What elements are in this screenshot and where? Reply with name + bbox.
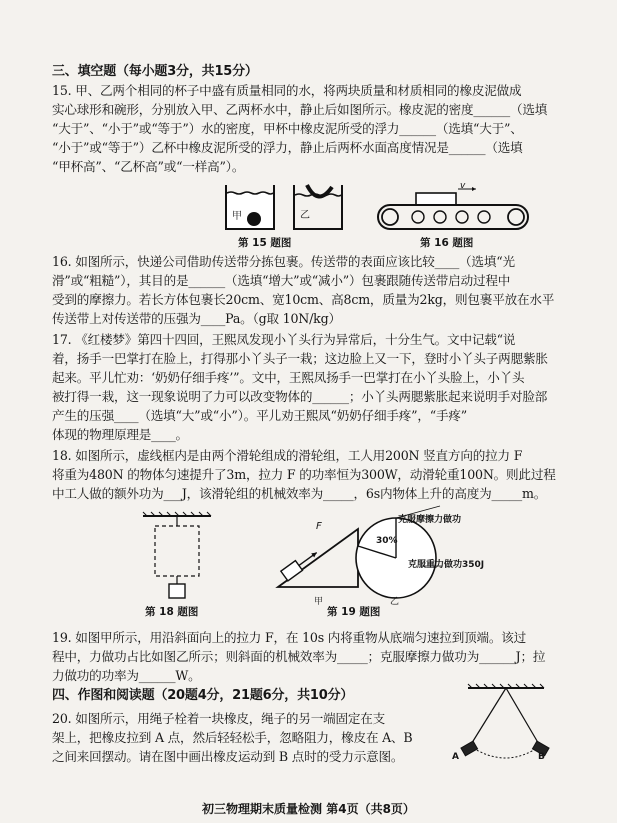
q17-line-1: 17. 《红楼梦》第四十四回，王熙凤发现小丫头行为异常后，十分生气。文中记载“说 (52, 332, 516, 347)
section-4-header: 四、作图和阅读题（20题4分，21题6分，共10分） (52, 688, 354, 703)
q16-line-2: 滑”或“粗糙”），其目的是______（选填“增大”或“减小”）包裹跟随传送带启动过程中 (52, 273, 511, 288)
pulley-dashed-box (155, 526, 199, 576)
force-label: F (316, 521, 322, 532)
figure-19-caption: 第 19 题图 (327, 606, 381, 618)
q15-line-4: “小于”或“等于”）乙杯中橡皮泥所受的浮力，静止后两杯水面高度情况是______（选填 (52, 140, 523, 155)
q17-line-2: 着，扬手一巴掌打在脸上，打得那小丫头子一栽；这边脸上又一下，登时小丫头子两腮紫胀 (52, 351, 548, 366)
q18-line-1: 18. 如图所示，虚线框内是由两个滑轮组成的滑轮组，工人用200N 竖直方向的拉力 F (52, 448, 523, 463)
q19-line-2: 程中，力做功占比如图乙所示；则斜面的机械效率为_____；克服摩擦力做功为______J；拉 (52, 649, 546, 664)
label-19-yi: 乙 (390, 597, 400, 607)
q18-line-2: 将重为480N 的物体匀速提升了3m，拉力 F 的功率恒为300W，动滑轮重100N。则此过程 (52, 467, 556, 482)
q19-line-3: 力做功的功率为______W。 (52, 668, 201, 683)
velocity-label: v (460, 181, 466, 191)
figure-20 (446, 684, 566, 774)
page-footer: 初三物理期末质量检测 第4页（共8页） (202, 802, 415, 816)
figure-16 (378, 185, 528, 229)
q20-line-1: 20. 如图所示，用绳子栓着一块橡皮，绳子的另一端固定在支 (52, 711, 386, 726)
point-b-label: B (538, 752, 545, 762)
figure-18-caption: 第 18 题图 (145, 606, 199, 618)
label-19-jia: 甲 (314, 597, 324, 607)
q16-line-1: 16. 如图所示，快递公司借助传送带分拣包裹。传送带的表面应该比较____（选填“光 (52, 254, 515, 269)
figure-18 (143, 512, 213, 612)
q15-line-5: “甲杯高”、“乙杯高”或“一样高”）。 (52, 159, 245, 174)
hanging-weight (169, 584, 185, 598)
label-jia: 甲 (232, 211, 242, 222)
q16-line-4: 传送带上对传送带的压强为____Pa。（g取 10N/kg） (52, 311, 341, 326)
section-3-header: 三、填空题（每小题3分，共15分） (52, 64, 258, 79)
q19-line-1: 19. 如图甲所示，用沿斜面向上的拉力 F，在 10s 内将重物从底端匀速拉到顶端。该过 (52, 630, 527, 645)
point-a-label: A (452, 752, 459, 762)
pie-gravity-label: 克服重力做功350J (408, 560, 485, 570)
pie-friction-label: 克服摩擦力做功 (398, 515, 462, 525)
q17-line-5: 产生的压强____（选填“大”或“小”）。平儿劝王熙凤“奶奶仔细手疼”，“手疼” (52, 408, 468, 423)
q15-line-2: 实心球形和碗形，分别放入甲、乙两杯水中，静止后如图所示。橡皮泥的密度______（选填 (52, 102, 548, 117)
q20-line-3: 之间来回摆动。请在图中画出橡皮运动到 B 点时的受力示意图。 (52, 749, 404, 764)
figure-16-caption: 第 16 题图 (420, 237, 474, 249)
q18-line-3: 中工人做的额外功为___J，该滑轮组的机械效率为_____，6s内物体上升的高度为_____m。 (52, 486, 547, 501)
q15-line-1: 15. 甲、乙两个相同的杯子中盛有质量相同的水，将两块质量和材质相同的橡皮泥做成 (52, 83, 522, 98)
pie-percent-label: 30% (376, 536, 398, 546)
q20-line-2: 架上，把橡皮拉到 A 点，然后轻轻松手，忽略阻力，橡皮在 A、B (52, 730, 413, 745)
q16-line-3: 受到的摩擦力。若长方体包裹长20cm、宽10cm、高8cm，质量为2kg，则包裹平放在水平 (52, 292, 555, 307)
q17-line-6: 体现的物理原理是____。 (52, 427, 188, 442)
q17-line-3: 起来。平儿忙劝：‘奶奶仔细手疼’”。文中，王熙凤扬手一巴掌打在小丫头脸上，小丫头 (52, 370, 525, 385)
eraser-at-a (461, 741, 478, 756)
package-box (416, 193, 456, 205)
label-yi: 乙 (300, 210, 310, 221)
figure-15-caption: 第 15 题图 (238, 237, 292, 249)
q15-line-3: “大于”、“小于”或“等于”）水的密度，甲杯中橡皮泥所受的浮力______（选填“大于”、 (52, 121, 523, 136)
q17-line-4: 被打得一栽，这一现象说明了力可以改变物体的______；小丫头两腮紫胀起来说明手对脸部 (52, 389, 548, 404)
